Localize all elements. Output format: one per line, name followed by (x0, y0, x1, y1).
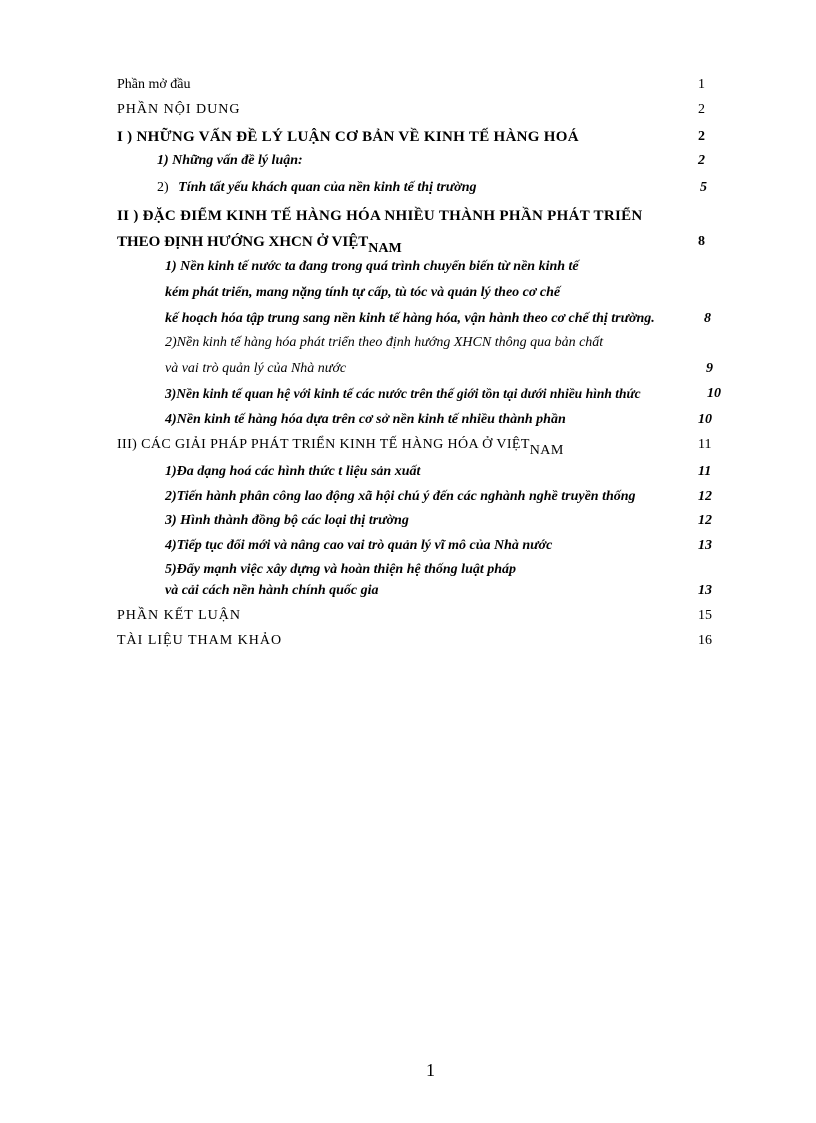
toc-entry-references: TÀI LIỆU THAM KHẢO (117, 633, 283, 648)
toc-page-conclusion: 15 (698, 608, 712, 623)
toc-section-2-line2-text: THEO ĐỊNH HƯỚNG XHCN Ở VIỆT (117, 234, 369, 250)
toc-page-section-1: 2 (698, 129, 705, 144)
toc-section-2-line1: II ) ĐẶC ĐIỂM KINH TẾ HÀNG HÓA NHIỀU THÀNH PHẦN PHÁT TRIỂN (117, 208, 643, 224)
toc-section-3-sub: NAM (529, 443, 564, 458)
toc-page-sub-2-4: 10 (698, 412, 712, 427)
toc-sub-1-2 (157, 179, 476, 197)
toc-sub-3-5-line2: và cải cách nền hành chính quốc gia (165, 583, 379, 598)
toc-sub-2-2-line1: 2)Nền kinh tế hàng hóa phát triển theo định hướng XHCN thông qua bản chất (165, 335, 604, 350)
toc-sub-1-2-text: Tính tất yếu khách quan của nền kinh tế thị trường (178, 180, 477, 195)
toc-page-sub-2-2: 9 (706, 361, 713, 376)
toc-sub-2-4: 4)Nền kinh tế hàng hóa dựa trên cơ sở nền kinh tế nhiều thành phần (165, 412, 566, 427)
toc-page-sub-1-2: 5 (700, 180, 707, 195)
page-number: 1 (426, 1060, 435, 1080)
toc-sub-2-1-line2: kém phát triển, mang nặng tính tự cấp, tù tóc và quản lý theo cơ chế (165, 285, 561, 300)
toc-page-sub-3-4: 13 (698, 538, 712, 553)
toc-sub-3-4: 4)Tiếp tục đổi mới và nâng cao vai trò quản lý vĩ mô của Nhà nước (165, 538, 553, 553)
toc-sub-1-1: 1) Những vấn đề lý luận: (157, 153, 303, 168)
toc-section-1: I ) NHỮNG VẤN ĐỀ LÝ LUẬN CƠ BẢN VỀ KINH TẾ HÀNG HOÁ (117, 129, 579, 145)
toc-entry-intro: Phần mở đầu (117, 77, 191, 92)
toc-section-2-line2-sub: NAM (368, 241, 402, 256)
toc-page-sub-3-1: 11 (698, 464, 712, 479)
toc-entry-conclusion: PHẦN KẾT LUẬN (117, 608, 241, 623)
toc-section-3-text: III) CÁC GIẢI PHÁP PHÁT TRIỂN KINH TẾ HÀNG HÓA Ở VIỆT (117, 437, 530, 452)
toc-page-sub-2-3: 10 (707, 386, 721, 401)
toc-sub-3-1: 1)Đa dạng hoá các hình thức t liệu sản xuất (165, 464, 421, 479)
toc-page-intro: 1 (698, 77, 705, 92)
toc-page-sub-3-5: 13 (698, 583, 712, 598)
toc-sub-2-3: 3)Nền kinh tế quan hệ với kinh tế các nước trên thế giới tồn tại dưới nhiều hình thức (165, 386, 641, 401)
toc-page-sub-3-3: 12 (698, 513, 712, 528)
toc-sub-3-5-line1: 5)Đẩy mạnh việc xây dựng và hoàn thiện hệ thống luật pháp (165, 562, 517, 577)
toc-sub-2-2-line2: và vai trò quản lý của Nhà nước (165, 361, 347, 376)
toc-sub-1-2-num: 2) (157, 180, 169, 195)
toc-page-content: 2 (698, 102, 705, 117)
toc-page-section-3: 11 (698, 437, 712, 452)
toc-page-section-2: 8 (698, 234, 705, 249)
toc-section-3 (117, 436, 564, 458)
toc-entry-content: PHẦN NỘI DUNG (117, 102, 241, 117)
toc-sub-2-1-line1: 1) Nền kinh tế nước ta đang trong quá trình chuyển biến từ nền kinh tế (165, 259, 579, 274)
toc-sub-2-1-line3: kế hoạch hóa tập trung sang nền kinh tế hàng hóa, vận hành theo cơ chế thị trường. (165, 311, 655, 326)
toc-section-2-line2 (117, 233, 402, 256)
toc-page-sub-1-1: 2 (698, 153, 705, 168)
toc-page-sub-3-2: 12 (698, 489, 712, 504)
toc-page-sub-2-1: 8 (704, 311, 711, 326)
toc-sub-3-3: 3) Hình thành đồng bộ các loại thị trường (165, 513, 409, 528)
toc-page-references: 16 (698, 633, 712, 648)
toc-sub-3-2: 2)Tiến hành phân công lao động xã hội chú ý đến các nghành nghề truyền thống (165, 489, 636, 504)
